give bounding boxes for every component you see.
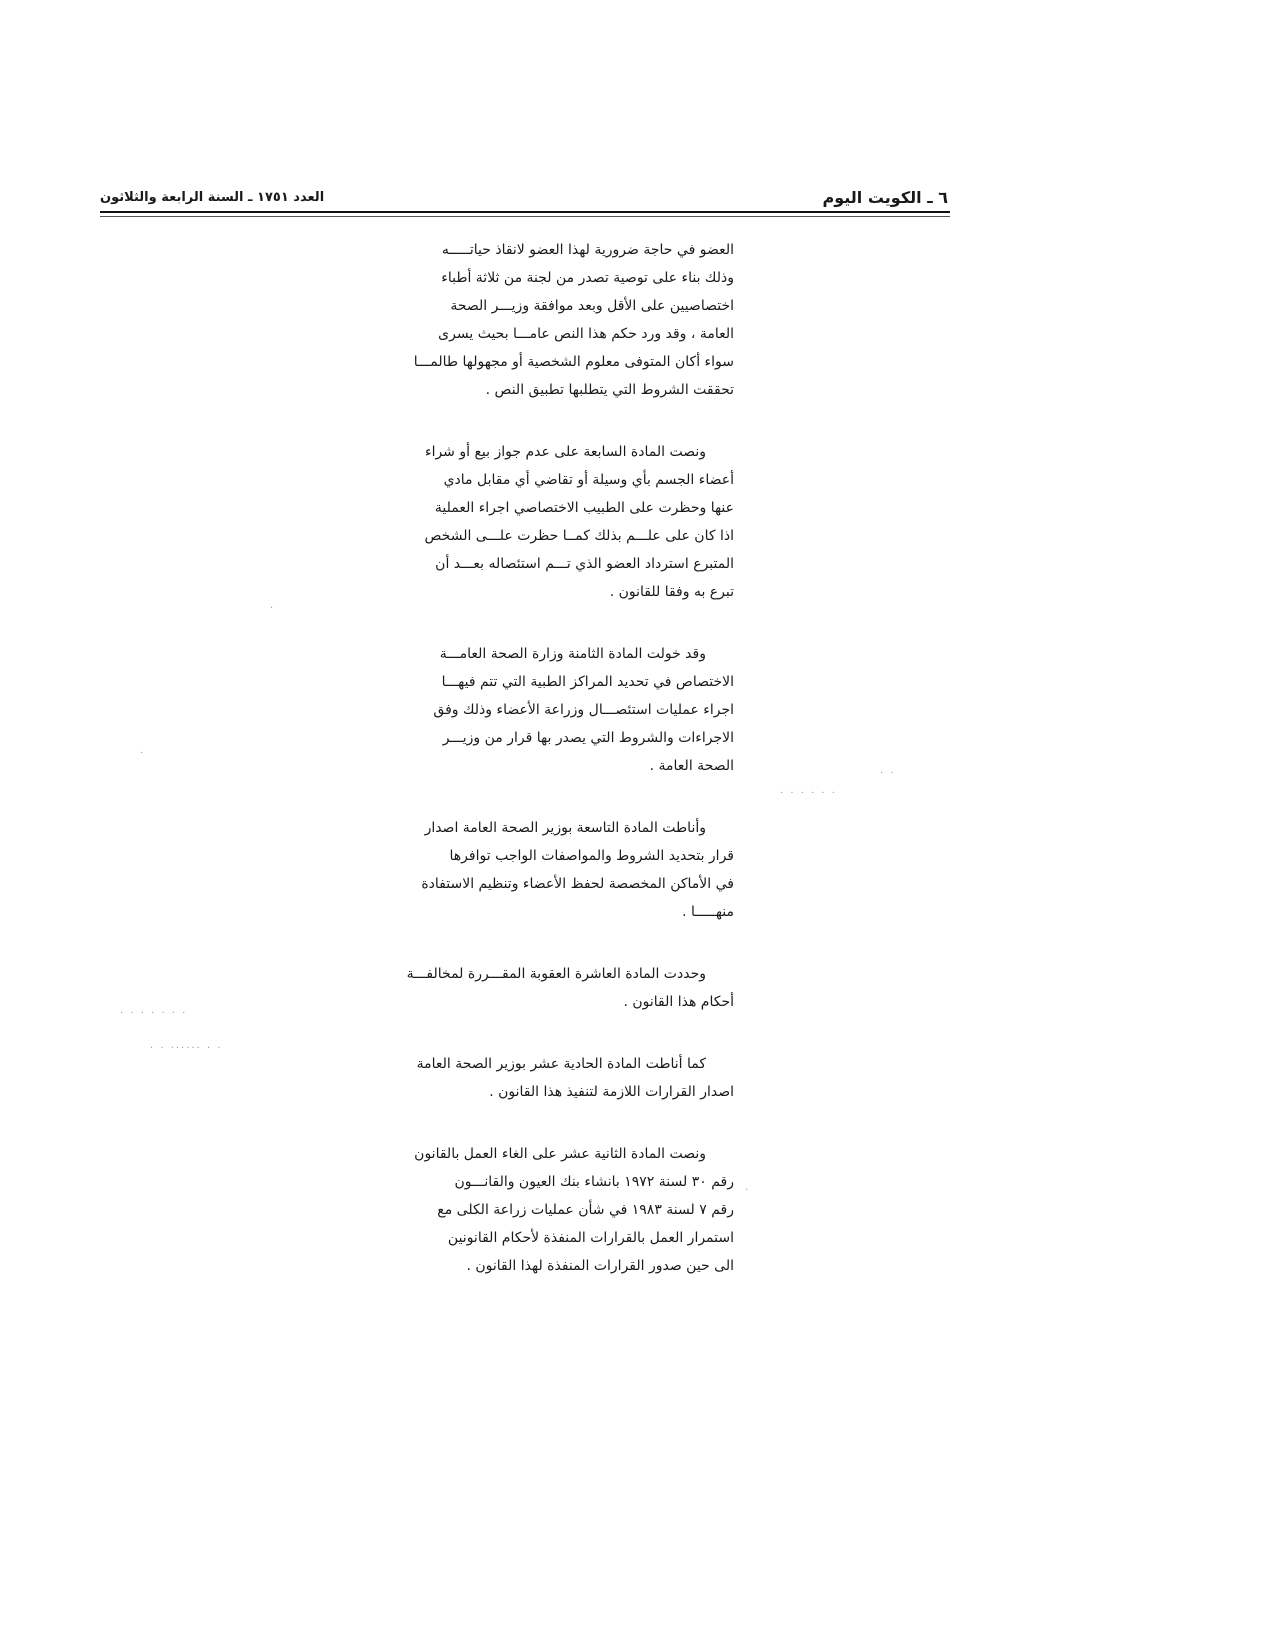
text-line: تحققت الشروط التي يتطلبها تطبيق النص . xyxy=(485,382,734,398)
text-column xyxy=(318,236,734,1314)
text-line: العضو في حاجة ضرورية لهذا العضو لانقاذ حياتـــــه xyxy=(441,242,734,258)
scan-noise: . . ...... . . xyxy=(150,1040,223,1051)
text-line: وأناطت المادة التاسعة بوزير الصحة العامة اصدار xyxy=(424,820,706,836)
text-line: العامة ، وقد ورد حكم هذا النص عامـــا بحيث يسرى xyxy=(438,326,734,342)
issue-info: العدد ١٧٥١ ـ السنة الرابعة والثلاثون xyxy=(100,190,325,205)
scan-noise: . xyxy=(140,745,146,756)
paragraph xyxy=(318,236,734,404)
text-line: المتبرع استرداد العضو الذي تـــم استئصاله بعـــد أن xyxy=(435,556,734,572)
text-line: عنها وحظرت على الطبيب الاختصاصي اجراء العملية xyxy=(434,500,734,516)
text-line: ونصت المادة السابعة على عدم جواز بيع أو شراء xyxy=(424,444,706,460)
text-line: قرار بتحديد الشروط والمواصفات الواجب توافرها xyxy=(449,848,734,864)
paragraph xyxy=(318,1140,734,1280)
scan-noise: . . . . . . xyxy=(780,785,837,796)
paragraph xyxy=(318,640,734,780)
text-line: وذلك بناء على توصية تصدر من لجنة من ثلاثة أطباء xyxy=(441,270,734,286)
text-line: الاختصاص في تحديد المراكز الطبية التي تتم فيهـــا xyxy=(441,674,734,690)
scan-noise: . . xyxy=(880,765,896,776)
text-line: الصحة العامة . xyxy=(649,758,734,774)
scan-noise: . xyxy=(270,600,276,611)
text-line: منهـــــا . xyxy=(682,904,734,920)
text-line: وقد خولت المادة الثامنة وزارة الصحة العامـــة xyxy=(439,646,706,662)
text-line: اجراء عمليات استئصـــال وزراعة الأعضاء وذلك وفق xyxy=(433,702,734,718)
text-line: تبرع به وفقا للقانون . xyxy=(609,584,734,600)
scan-noise: . xyxy=(745,1182,751,1193)
paragraph xyxy=(318,438,734,606)
header-rule-thin xyxy=(100,216,950,217)
text-line: رقم ٧ لسنة ١٩٨٣ في شأن عمليات زراعة الكلى مع xyxy=(437,1202,734,1218)
text-line: استمرار العمل بالقرارات المنفذة لأحكام القانونين xyxy=(447,1230,734,1246)
text-line: رقم ٣٠ لسنة ١٩٧٢ بانشاء بنك العيون والقانـــون xyxy=(454,1174,734,1190)
scan-noise: . . . . . . . xyxy=(120,1005,188,1016)
text-line: كما أناطت المادة الحادية عشر بوزير الصحة العامة xyxy=(416,1056,706,1072)
paragraph xyxy=(318,960,734,1016)
header-rule xyxy=(100,211,950,213)
text-line: اذا كان على علـــم بذلك كمــا حظرت علـــى الشخص xyxy=(424,528,734,544)
text-line: وحددت المادة العاشرة العقوبة المقـــررة لمخالفـــة xyxy=(406,966,706,982)
text-line: ونصت المادة الثانية عشر على الغاء العمل بالقانون xyxy=(414,1146,706,1162)
text-line: الاجراءات والشروط التي يصدر بها قرار من وزيـــر xyxy=(442,730,734,746)
text-line: أحكام هذا القانون . xyxy=(623,994,734,1010)
page-header xyxy=(100,188,948,212)
paragraph xyxy=(318,814,734,926)
text-line: أعضاء الجسم بأي وسيلة أو تقاضي أي مقابل مادي xyxy=(443,472,734,488)
text-line: اصدار القرارات اللازمة لتنفيذ هذا القانون . xyxy=(489,1084,734,1100)
text-line: سواء أكان المتوفى معلوم الشخصية أو مجهولها طالمـــا xyxy=(413,354,734,370)
text-line: في الأماكن المخصصة لحفظ الأعضاء وتنظيم الاستفادة xyxy=(421,876,734,892)
page-number-title: ٦ ـ الكويت اليوم xyxy=(822,188,948,207)
text-line: اختصاصيين على الأقل وبعد موافقة وزيـــر الصحة xyxy=(450,298,734,314)
paragraph xyxy=(318,1050,734,1106)
text-line: الى حين صدور القرارات المنفذة لهذا القانون . xyxy=(466,1258,734,1274)
